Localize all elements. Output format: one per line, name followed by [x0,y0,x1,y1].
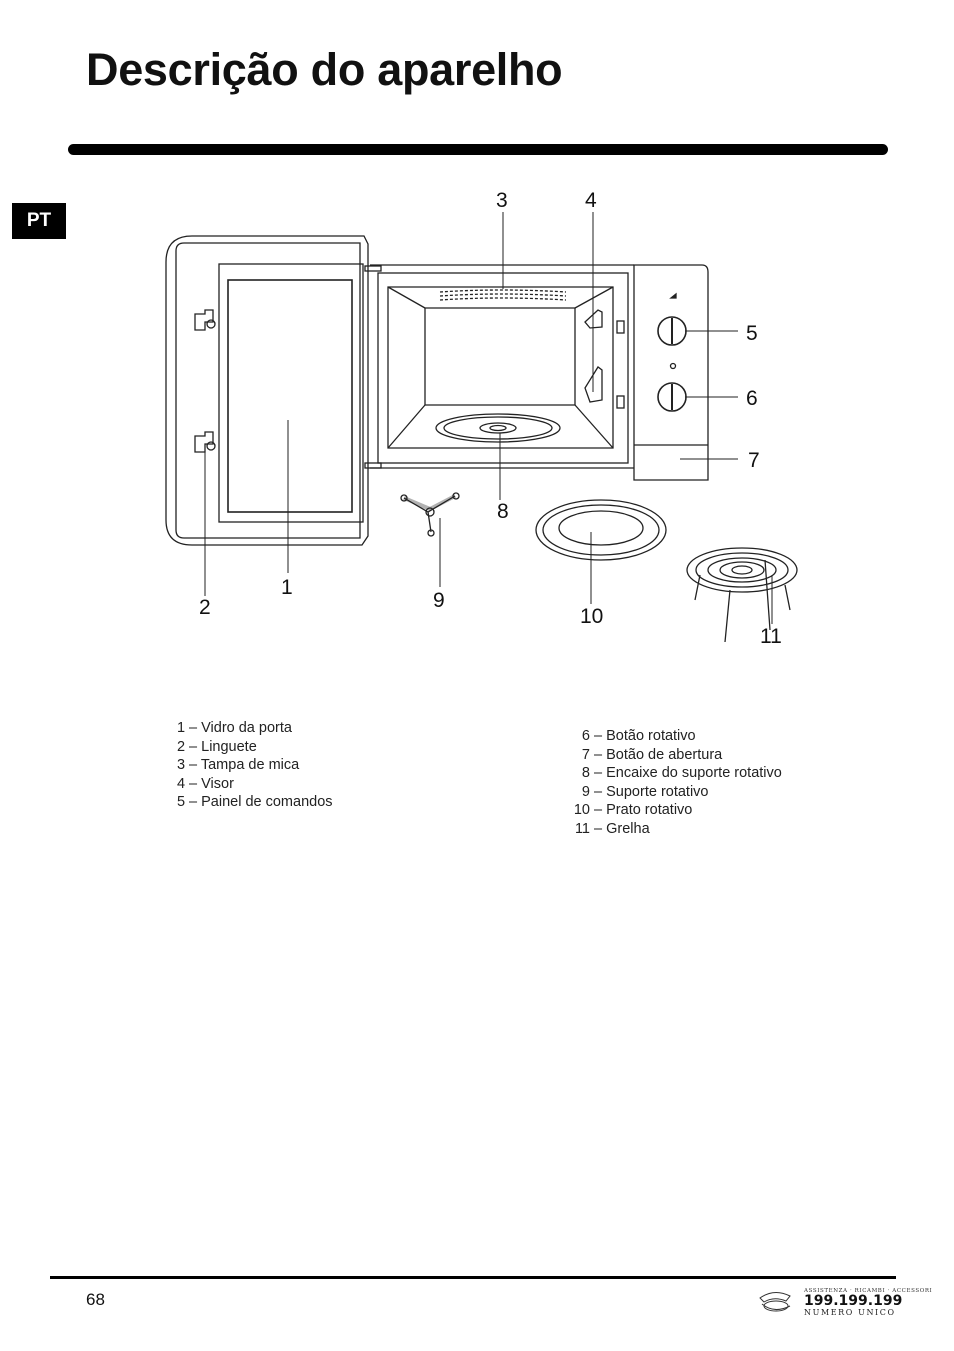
callout-numbers [199,189,782,648]
turntable-plate-illustration [536,500,666,560]
legend-item: 9 – Suporte rotativo [581,783,709,800]
legend-item: 1 – Vidro da porta [177,720,292,736]
logo-subtitle: NUMERO UNICO [804,1308,896,1317]
legend-item: 7 – Botão de abertura [581,746,723,763]
legend-item: 6 – Botão rotativo [581,728,696,744]
logo-tagline: ASSISTENZA · RICAMBI · ACCESSORI [804,1288,933,1294]
callout-7: 7 [748,449,760,472]
callout-1: 1 [281,576,293,599]
callout-3: 3 [496,189,508,212]
footer-divider [50,1276,896,1279]
legend-item: 3 – Tampa de mica [177,757,300,774]
language-tab: PT [12,203,66,239]
legend-item: 5 – Painel de comandos [177,794,333,811]
logo-phone-number: 199.199.199 [804,1293,903,1309]
microwave-diagram [160,182,820,652]
page-number: 68 [86,1290,105,1309]
callout-9: 9 [433,589,445,612]
control-panel-illustration [634,265,708,480]
cabinet-illustration [370,265,634,468]
door-illustration [166,236,381,545]
phone-icon [760,1292,790,1311]
callout-6: 6 [746,387,758,410]
callout-10: 10 [580,605,604,628]
service-logo [756,1284,933,1318]
page-title: Descrição do aparelho [86,44,563,95]
legend-item: 4 – Visor [177,775,234,792]
callout-5: 5 [746,322,758,345]
callout-2: 2 [199,596,211,619]
callout-leader-lines [205,212,772,624]
callout-8: 8 [497,500,509,523]
callout-11: 11 [760,625,782,648]
legend-item: 11 – Grelha [574,820,650,837]
turntable-support-illustration [401,493,459,536]
legend-item: 10 – Prato rotativo [573,802,693,819]
legend-left-column [177,719,333,812]
title-divider [68,144,888,155]
legend-item: 2 – Linguete [177,738,257,755]
callout-4: 4 [585,189,597,212]
legend-item: 8 – Encaixe do suporte rotativo [581,765,782,782]
legend-right-column [566,727,782,839]
